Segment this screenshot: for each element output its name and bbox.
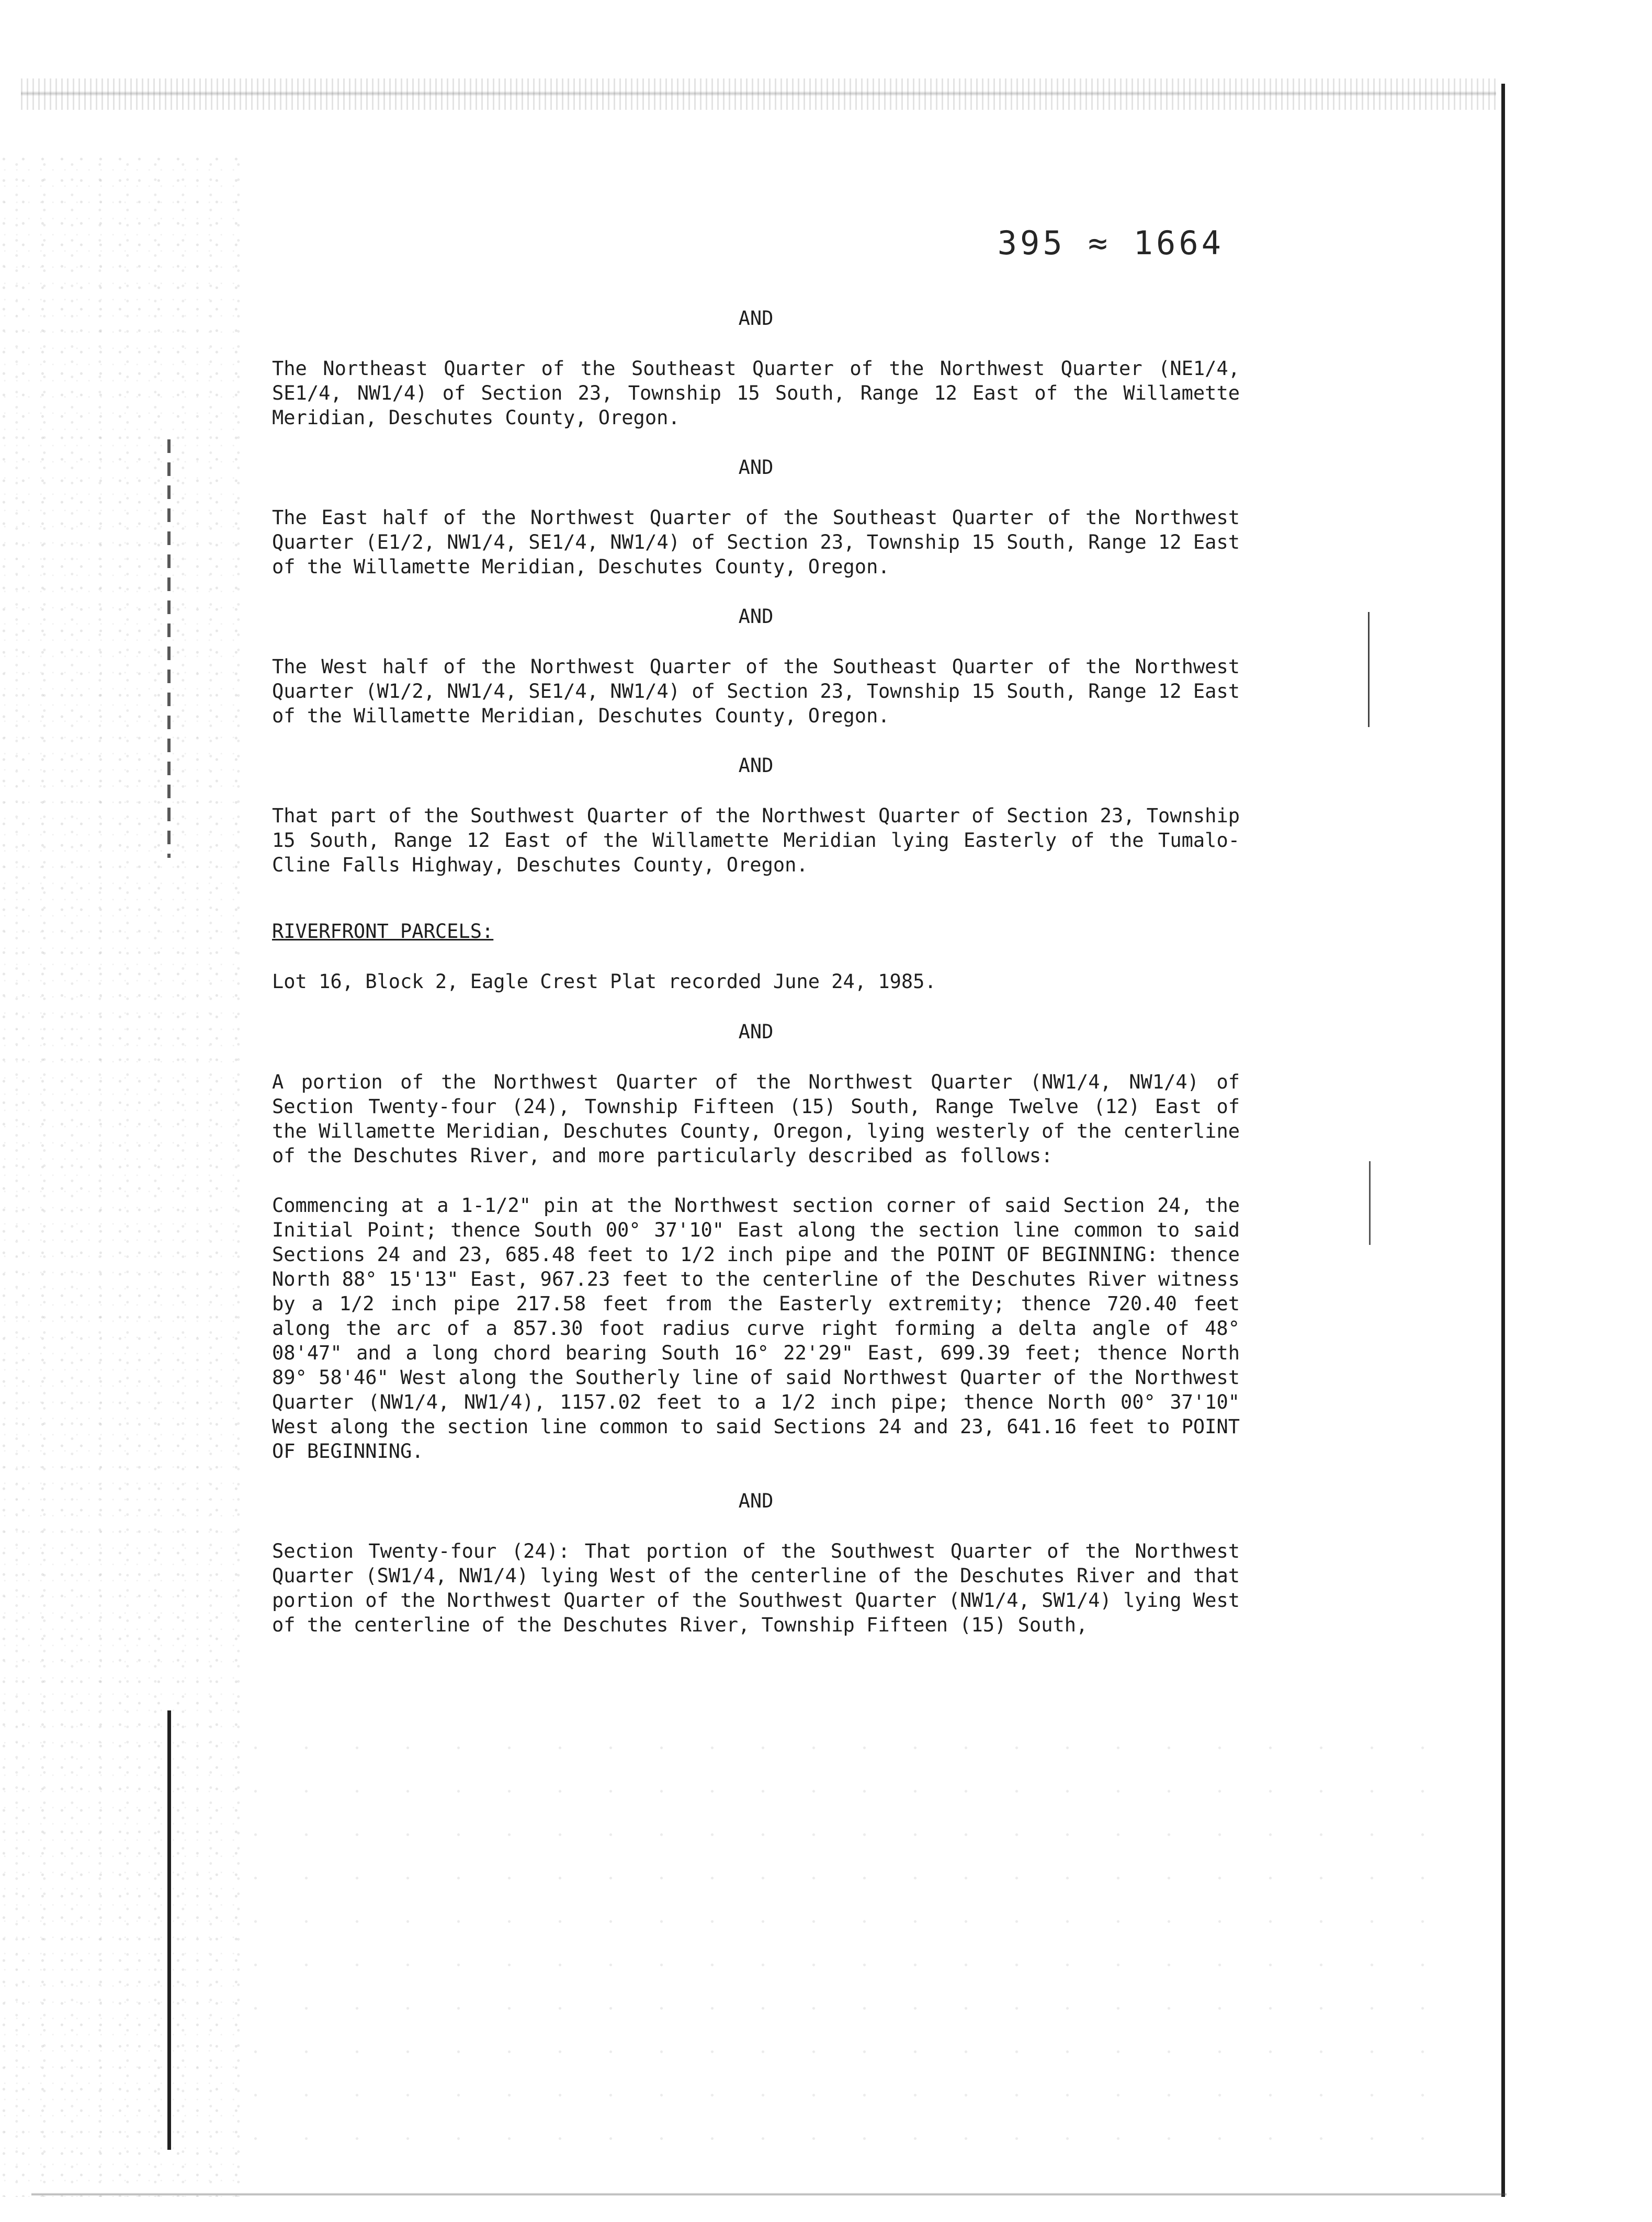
- scan-artifact-left-bar-upper: [167, 439, 171, 858]
- scan-artifact-bottom: [31, 2186, 1507, 2202]
- scan-artifact-top: [21, 78, 1496, 110]
- and-separator: AND: [738, 1021, 774, 1043]
- paragraph-east-half: The East half of the Northwest Quarter of the Southeast Quarter of the Northwest Quarter (E1/2, NW1/4, SE1/4, NW1/4) of Section 23, Township 15 South, Range 12 East of the Willamette Meridian, Deschutes County, Oregon.: [272, 506, 1240, 578]
- paragraph-west-half: The West half of the Northwest Quarter of the Southeast Quarter of the Northwest Quarter (W1/2, NW1/4, SE1/4, NW1/4) of Section 23, Township 15 South, Range 12 East of the Willamette Meridian, Deschutes County, Oregon.: [272, 655, 1240, 727]
- legal-description: [272, 306, 1240, 1637]
- and-separator: AND: [738, 456, 774, 479]
- paragraph-metes-bounds: Commencing at a 1-1/2" pin at the Northwest section corner of said Section 24, the Initial Point; thence South 00° 37'10" East along the section line common to said Sections 24 and 23, 685.48 feet to 1/2 inch pipe and the POINT OF BEGINNING: thence North 88° 15'13" East, 967.23 feet to the centerline of the Deschutes River witness by a 1/2 inch pipe 217.58 feet from the Easterly extremity; thence 720.40 feet along the arc of a 857.30 foot radius curve right forming a delta angle of 48° 08'47" and a long chord bearing South 16° 22'29" East, 699.39 feet; thence North 89° 58'46" West along the Southerly line of said Northwest Quarter of the Northwest Quarter (NW1/4, NW1/4), 1157.02 feet to a 1/2 inch pipe; thence North 00° 37'10" West along the section line common to said Sections 24 and 23, 641.16 feet to POINT OF BEGINNING.: [272, 1194, 1240, 1463]
- and-separator: AND: [738, 754, 774, 777]
- and-separator: AND: [738, 307, 774, 330]
- scan-artifact-right-mark-2: [1369, 1161, 1371, 1245]
- paragraph-sw-quarter: That part of the Southwest Quarter of the Northwest Quarter of Section 23, Township 15 South, Range 12 East of the Willamette Meridian lying Easterly of the Tumalo-Cline Falls Highway, Deschutes County, Oregon.: [272, 804, 1240, 876]
- scan-artifact-left-bar: [167, 1710, 171, 2150]
- paragraph-ne-quarter: The Northeast Quarter of the Southeast Quarter of the Northwest Quarter (NE1/4, SE1/4, NW1/4) of Section 23, Township 15 South, Range 12 East of the Willamette Meridian, Deschutes County, Oregon.: [272, 357, 1240, 429]
- section-heading-riverfront: RIVERFRONT PARCELS:: [272, 920, 494, 943]
- scan-artifact-right-bar: [1501, 84, 1505, 2197]
- paragraph-section-24: Section Twenty-four (24): That portion of the Southwest Quarter of the Northwest Quarter (SW1/4, NW1/4) lying West of the centerline of the Deschutes River and that portion of the Northwest Quarter of the Southwest Quarter (NW1/4, SW1/4) lying West of the centerline of the Deschutes River, Township Fifteen (15) South,: [272, 1540, 1240, 1636]
- and-separator: AND: [738, 605, 774, 628]
- scan-artifact-left-speckle: [0, 157, 241, 2197]
- and-separator: AND: [738, 1490, 774, 1512]
- paragraph-nw-portion: A portion of the Northwest Quarter of the Northwest Quarter (NW1/4, NW1/4) of Section Twenty-four (24), Township Fifteen (15) South, Range Twelve (12) East of the Willamette Meridian, Deschutes County, Oregon, lying westerly of the centerline of the Deschutes River, and more particularly described as follows:: [272, 1071, 1240, 1167]
- scan-artifact-bottom-dots: [230, 1726, 1433, 2176]
- scan-artifact-right-mark: [1368, 612, 1370, 727]
- page-number: 395 ≈ 1664: [997, 224, 1224, 262]
- paragraph-lot: Lot 16, Block 2, Eagle Crest Plat recorded June 24, 1985.: [272, 970, 936, 993]
